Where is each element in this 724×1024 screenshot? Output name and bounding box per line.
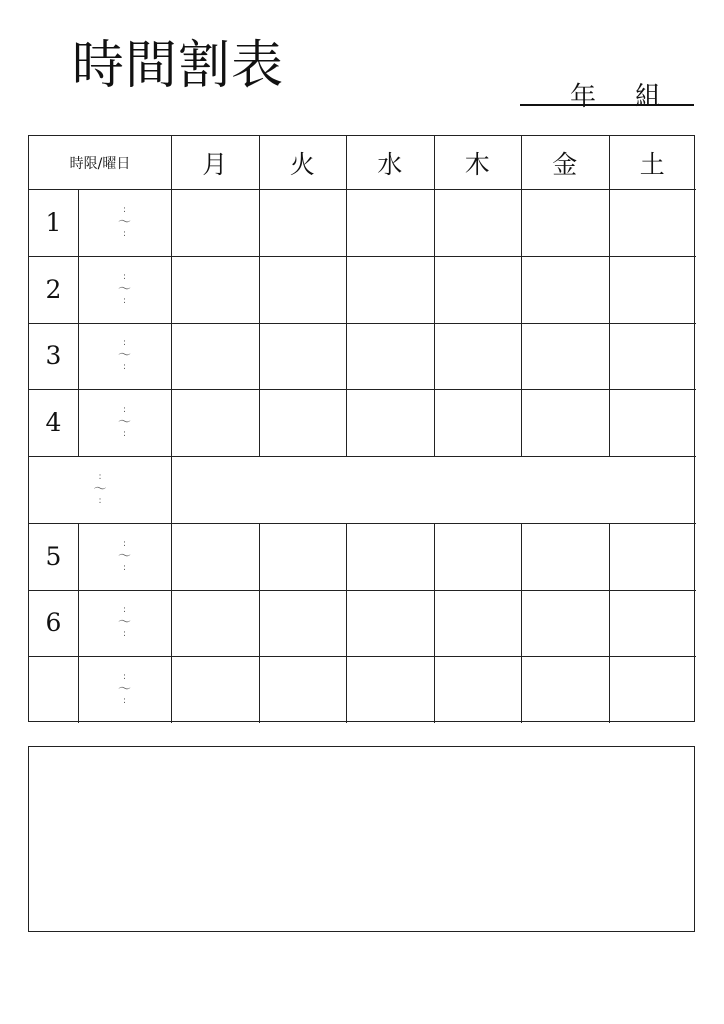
time-start-marker: : (122, 204, 127, 215)
timetable-cell[interactable] (259, 389, 347, 456)
timetable-cell[interactable] (171, 189, 259, 256)
day-header: 土 (639, 149, 665, 179)
period-number: 4 (45, 408, 62, 438)
timetable-cell[interactable] (171, 256, 259, 323)
time-range-tilde: ～ (117, 281, 131, 297)
time-start-marker: : (122, 605, 127, 616)
time-start-marker: : (122, 338, 127, 349)
time-start-marker: : (122, 672, 127, 683)
grade-label: 年 (570, 82, 597, 112)
timetable-cell[interactable] (259, 590, 347, 657)
timetable-cell[interactable] (346, 523, 434, 590)
timetable-cell[interactable] (346, 389, 434, 456)
timetable-cell[interactable] (609, 590, 697, 657)
timetable-cell[interactable] (609, 656, 697, 723)
day-header: 月 (202, 149, 228, 179)
timetable-cell[interactable] (259, 656, 347, 723)
period-number: 2 (45, 274, 62, 304)
time-range-cell[interactable] (78, 590, 171, 657)
time-range-tilde: ～ (117, 214, 131, 230)
period-number: 6 (45, 608, 62, 638)
period-number: 1 (45, 207, 62, 237)
notes-box[interactable] (28, 746, 695, 932)
timetable-cell[interactable] (434, 323, 522, 390)
timetable-cell[interactable] (171, 590, 259, 657)
timetable-cell[interactable] (346, 256, 434, 323)
time-start-marker: : (122, 405, 127, 416)
time-end-marker: : (122, 629, 127, 640)
corner-header: 時限/曜日 (69, 155, 131, 172)
timetable-cell[interactable] (434, 256, 522, 323)
timetable-cell[interactable] (521, 389, 609, 456)
time-range-cell[interactable] (78, 189, 171, 256)
period-number: 5 (45, 541, 62, 571)
timetable-cell[interactable] (171, 323, 259, 390)
timetable-cell[interactable] (521, 590, 609, 657)
time-range-cell[interactable] (78, 389, 171, 456)
time-end-marker: : (122, 562, 127, 573)
timetable-cell[interactable] (346, 590, 434, 657)
timetable-cell[interactable] (609, 256, 697, 323)
time-range-cell[interactable] (78, 256, 171, 323)
timetable-cell[interactable] (259, 189, 347, 256)
timetable-cell[interactable] (521, 523, 609, 590)
time-range-tilde: ～ (117, 615, 131, 631)
time-end-marker: : (122, 362, 127, 373)
period-number: 3 (45, 341, 62, 371)
time-end-marker: : (122, 228, 127, 239)
period-number (29, 656, 78, 723)
page-title: 時間割表 (72, 36, 285, 96)
class-label: 組 (635, 82, 662, 112)
timetable-cell[interactable] (609, 389, 697, 456)
timetable-cell[interactable] (259, 323, 347, 390)
timetable-grid (28, 135, 695, 722)
day-header: 金 (552, 149, 578, 179)
timetable-cell[interactable] (434, 189, 522, 256)
timetable-cell[interactable] (171, 523, 259, 590)
timetable-cell[interactable] (521, 256, 609, 323)
grade-class-field[interactable] (520, 70, 694, 112)
timetable-cell[interactable] (609, 189, 697, 256)
time-start-marker: : (98, 471, 102, 482)
timetable-cell[interactable] (171, 389, 259, 456)
timetable-cell[interactable] (434, 590, 522, 657)
timetable-cell[interactable] (259, 523, 347, 590)
timetable-cell[interactable] (434, 523, 522, 590)
break-cell[interactable] (171, 456, 696, 523)
time-end-marker: : (122, 295, 127, 306)
time-range-tilde: ～ (117, 415, 131, 431)
timetable-cell[interactable] (609, 323, 697, 390)
timetable-cell[interactable] (259, 256, 347, 323)
timetable-cell[interactable] (521, 189, 609, 256)
time-range-cell[interactable] (29, 456, 171, 523)
time-end-marker: : (122, 696, 127, 707)
time-range-tilde: ～ (117, 548, 131, 564)
time-start-marker: : (122, 271, 127, 282)
time-range-tilde: ～ (117, 682, 131, 698)
day-header: 水 (377, 149, 403, 179)
timetable-cell[interactable] (609, 523, 697, 590)
time-range-cell[interactable] (78, 656, 171, 723)
time-start-marker: : (122, 538, 127, 549)
timetable-cell[interactable] (434, 656, 522, 723)
timetable-cell[interactable] (346, 189, 434, 256)
time-end-marker: : (122, 429, 127, 440)
time-end-marker: : (98, 495, 102, 506)
timetable-cell[interactable] (434, 389, 522, 456)
time-range-tilde: ～ (93, 481, 107, 497)
timetable-cell[interactable] (521, 656, 609, 723)
timetable-cell[interactable] (346, 656, 434, 723)
day-header: 木 (464, 149, 490, 179)
timetable-cell[interactable] (346, 323, 434, 390)
timetable-cell[interactable] (171, 656, 259, 723)
timetable-cell[interactable] (521, 323, 609, 390)
day-header: 火 (289, 149, 315, 179)
time-range-cell[interactable] (78, 323, 171, 390)
time-range-tilde: ～ (117, 348, 131, 364)
time-range-cell[interactable] (78, 523, 171, 590)
